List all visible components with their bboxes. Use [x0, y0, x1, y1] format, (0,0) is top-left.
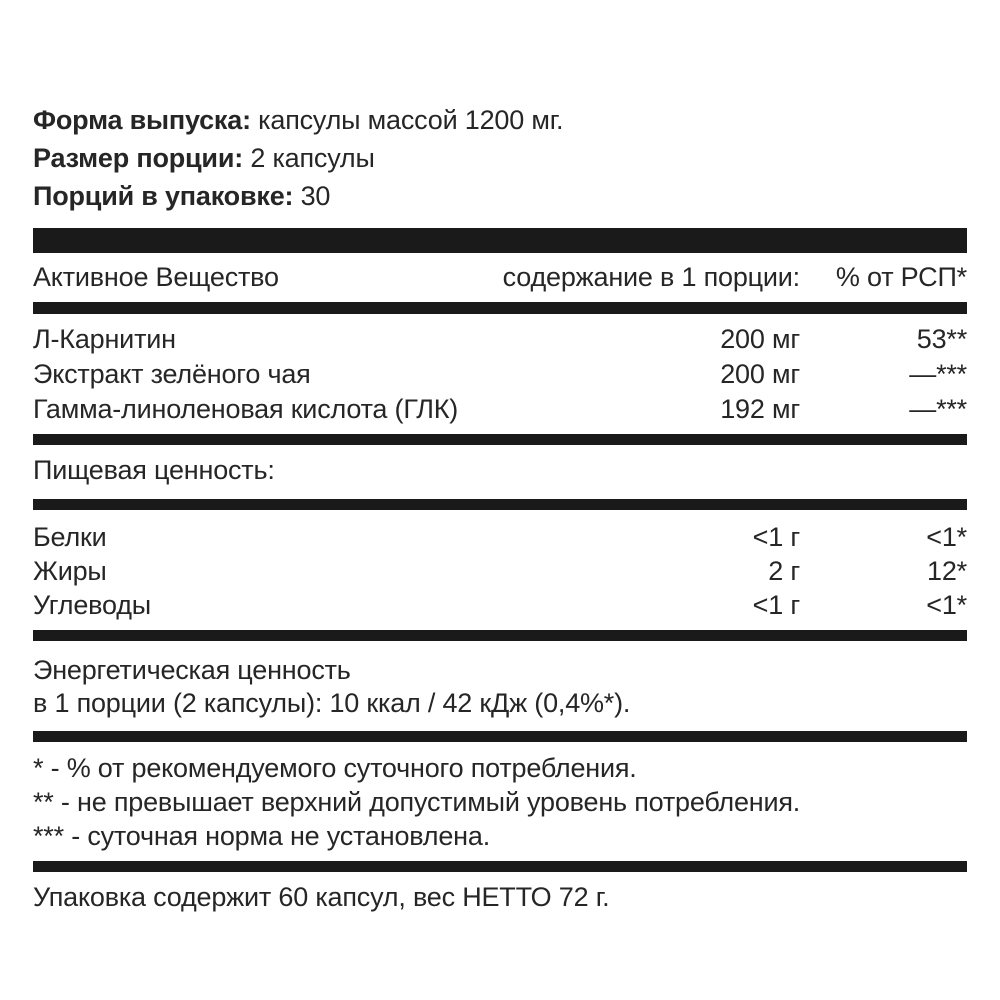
- nutrient-rsp: 12*: [927, 555, 967, 586]
- serving-size-line: [33, 139, 967, 177]
- energy-block: [33, 641, 967, 731]
- footnote-no-daily-norm: *** - суточная норма не установлена.: [33, 821, 490, 851]
- nutrient-name: Жиры: [33, 555, 107, 586]
- serving-size-value: 2 капсулы: [250, 143, 375, 173]
- footnotes-block: [33, 742, 967, 861]
- table-row: [33, 392, 967, 427]
- header-per-serving: содержание в 1 порции:: [502, 262, 800, 292]
- table-row: [33, 588, 967, 622]
- header-rsp: % от РСП*: [835, 262, 967, 292]
- release-form-label: Форма выпуска:: [33, 105, 251, 135]
- actives-header-row: [33, 253, 967, 302]
- nutrient-name: Углеводы: [33, 589, 151, 620]
- ingredient-rsp: —***: [909, 394, 967, 424]
- ingredient-rsp: 53**: [916, 324, 967, 354]
- ingredient-name: Л-Карнитин: [33, 324, 176, 354]
- nutrient-name: Белки: [33, 521, 107, 552]
- servings-per-pack-label: Порций в упаковке:: [33, 181, 294, 211]
- ingredient-rsp: —***: [909, 359, 967, 389]
- ingredient-name: Гамма-линоленовая кислота (ГЛК): [33, 394, 459, 424]
- table-row: [33, 554, 967, 588]
- divider-bar-before-energy: [33, 630, 967, 641]
- footnote-upper-limit: ** - не превышает верхний допустимый уровень потребления.: [33, 787, 801, 817]
- servings-per-pack-value: 30: [300, 181, 331, 211]
- release-form-line: [33, 101, 967, 139]
- table-row: [33, 357, 967, 392]
- nutrition-rows: [33, 510, 967, 630]
- table-row: [33, 322, 967, 357]
- divider-bar-after-nutrition-title: [33, 499, 967, 510]
- actives-rows: [33, 314, 967, 434]
- divider-bar-before-footnotes: [33, 731, 967, 742]
- divider-bar-after-header: [33, 302, 967, 314]
- release-form-value: капсулы массой 1200 мг.: [258, 105, 564, 135]
- nutrition-title: Пищевая ценность:: [33, 455, 275, 485]
- energy-line-1: Энергетическая ценность: [33, 655, 351, 685]
- nutrient-amount: 2 г: [768, 555, 800, 586]
- servings-per-pack-line: [33, 177, 967, 215]
- header-substance: Активное Вещество: [33, 262, 279, 292]
- divider-bar-top: [33, 228, 967, 253]
- energy-line-2: в 1 порции (2 капсулы): 10 ккал / 42 кДж (0,4%*).: [33, 688, 631, 718]
- nutrient-rsp: <1*: [926, 521, 967, 552]
- product-summary: [33, 0, 967, 215]
- package-contents-line: Упаковка содержит 60 капсул, вес НЕТТО 72 г.: [33, 882, 610, 912]
- nutrient-rsp: <1*: [926, 589, 967, 620]
- table-row: [33, 520, 967, 554]
- ingredient-amount: 200 мг: [720, 324, 800, 354]
- ingredient-name: Экстракт зелёного чая: [33, 359, 311, 389]
- divider-bar-bottom: [33, 861, 967, 872]
- nutrient-amount: <1 г: [752, 521, 800, 552]
- footnote-rsp: * - % от рекомендуемого суточного потребления.: [33, 753, 637, 783]
- serving-size-label: Размер порции:: [33, 143, 244, 173]
- ingredient-amount: 192 мг: [720, 394, 800, 424]
- ingredient-amount: 200 мг: [720, 359, 800, 389]
- divider-bar-before-nutrition-title: [33, 434, 967, 445]
- nutrient-amount: <1 г: [752, 589, 800, 620]
